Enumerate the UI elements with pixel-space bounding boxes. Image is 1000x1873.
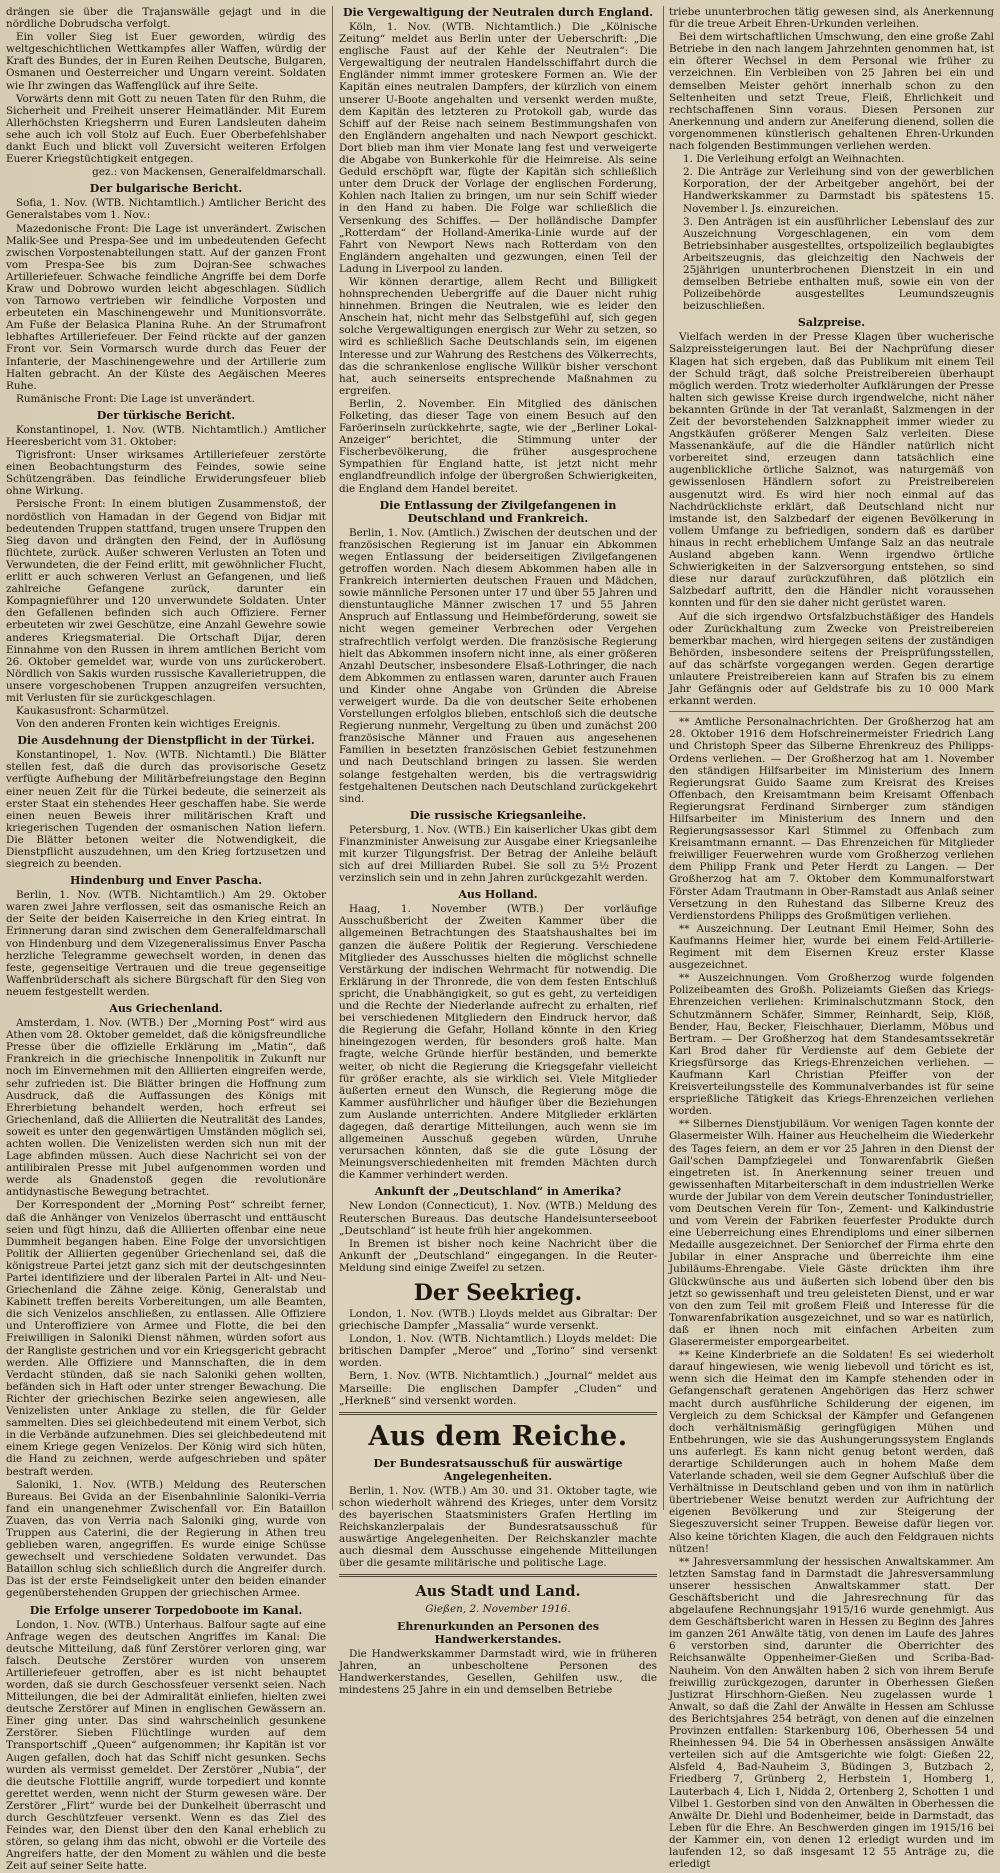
paragraph: Auf die sich irgendwo Ortsfalzbuchstäßiger des Handels oder Zurückhaltung zum Zwecke von Preistreibereien bemerkbar machen, wird hiergegen seitens der zuständigen Behörden, insbesondere seitens der Preisprüfungsstellen, auf das schärfste vorgegangen werden. Gegen derartige unlautere Preistreibereien kann auf Strafen bis zu einem Jahr Gefängnis oder auf Geldstrafe bis zu 10 000 Mark erkannt werden. xyxy=(669,610,994,708)
paragraph: New London (Connecticut), 1. Nov. (WTB.) Meldung des Reuterschen Bureaus. Das deutsche Handelsunterseeboot „Deutschland“ ist heute früh hier angekommen. xyxy=(339,1200,657,1237)
headline: Die Entlassung der Zivilgefangenen in Deutschland und Frankreich. xyxy=(379,498,617,525)
paragraph: Der Korrespondent der „Morning Post“ schreibt ferner, daß die Anhänger von Venizelos überrascht und enttäuscht seien und fügt hinzu, daß die Alliierten offenbar eine neue Dummheit begangen haben. Eine Folge der unvorsichtigen Politik der Alliierten gegenüber Griechenland sei, daß die königstreue Partei jetzt ganz sich mit der deutschgesinnten Partei identifiziere und der liberalen Partei in Alt- und Neu-Griechenland die Zähne zeige. König, Generalstab und Kabinett treffen bereits Vorbereitungen, um alle Beamten, die sich Venizelos anschließen, zu entlassen. Alle Offiziere und Unteroffiziere von Armee und Flotte, die bei den Freiwilligen in Saloniki Dienst nähmen, würden sofort aus der Rangliste gestrichen und vor ein Kriegsgericht gebracht werden. Alle Offiziere und Mannschaften, die in dem Verdacht stünden, daß sie nach Saloniki gehen wollten, befänden sich in Haft oder unter strenger Bewachung. Die Richter der griechischen Bezirke seien angewiesen, alle Venizelisten unter Anklage zu stellen, die für Gelder sammelten. Dies sei gleichbedeutend mit einem Verbot, sich in die Verbände aufzunehmen. Dies sei gleichbedeutend mit einem Kriege gegen Venizelos. Der König wird sich hüten, die Hand zu zeichnen, werde aufgeschrieben und später bestraft werden. xyxy=(6,1199,326,1478)
paragraph: ** Silbernes Dienstjubiläum. Vor wenigen Tagen konnte der Glasermeister Wilh. Hainer aus Heuchelheim die Wiederkehr des Tages feiern, an dem er vor 25 Jahren in den Dienst der Gail'schen Dampfziegelei und Tonwarenfabrik Gießen eingetreten ist. In Anerkennung seiner treuen und gewissenhaften Mitarbeiterschaft in dem industriellen Werke wurde der Jubilar von dem Verein deutscher Tonindustrieller, vom Deutschen Verein für Ton-, Zement- und Kalkindustrie und vom Verein der Fabriken feuerfester Produkte durch eine Ueberreichung eines Ehrendiploms und einer silbernen Medaille ausgezeichnet. Der Seniorchef der Firma ehrte den Jubilar in einer Ansprache und überreichte ihm eine Jubiläums-Ehrengabe. Viele Gäste drückten ihm ihre Glückwünsche aus und äußerten sich lobend über den bis jetzt so gewissenhaft und treu geleisteten Dienst, und er war von den zum Teil mit großem Fleiß und Interesse für die Tonwarenfabrikation ausgezeichnet, und so war es natürlich, daß er ihnen noch mit einfachen Arbeiten zum Glaserermeister emporgearbeitet. xyxy=(669,1118,994,1349)
paragraph: ** Auszeichnung. Der Leutnant Emil Heimer, Sohn des Kaufmanns Heimer hier, wurde bei einem Feld-Artillerie-Regiment mit dem Eisernen Kreuz erster Klasse ausgezeichnet. xyxy=(669,922,994,972)
headline: Aus Griechenland. xyxy=(109,1002,223,1016)
headline: Hindenburg und Enver Pascha. xyxy=(69,874,263,888)
paragraph: Rumänische Front: Die Lage ist unverändert. xyxy=(16,392,255,405)
paragraph: Berlin, 1. Nov. (WTB. Nichtamtlich.) Am 29. Oktober waren zwei Jahre verflossen, seit das osmanische Reich an der Seite der beiden Kaiserreiche in den Krieg eintrat. In Erinnerung daran sind zwischen dem Generalfeldmarschall von Hindenburg und dem Vizegeneralissimus Enver Pascha herzliche Telegramme gewechselt worden, in denen das feste, gegenseitige Vertrauen und die treue gegenseitige Waffenbrüderschaft als sichere Bürgschaft für den Sieg von neuem festgestellt werden. xyxy=(6,889,326,998)
paragraph: Petersburg, 1. Nov. (WTB.) Ein kaiserlicher Ukas gibt dem Finanzminister Anweisung zur Ausgabe einer Kriegsanleihe mit kurzer Tilgungsfrist. Der Betrag der Anleihe beläuft sich auf drei Milliarden Rubel. Sie soll zu 5½ Prozent verzinslich sein und in zehn Jahren zurückgezahlt werden. xyxy=(339,823,658,885)
paragraph: Haag, 1. November (WTB.) Der vorläufige Ausschußbericht der Zweiten Kammer über die allgemeinen Betrachtungen des Staatshaushaltes bei im ganzen die äußere Politik der Regierung. Verschiedene Mitglieder des Ausschusses hielten die möglichst schnelle Verstärkung der indischen Wehrmacht für notwendig. Die Erklärung in der Thronrede, die von dem festen Entschluß spricht, die Unabhängigkeit, so gut es geht, zu verteidigen und die Rechte der Niederlande aufrecht zu erhalten, rief bei verschiedenen Mitgliedern den Eindruck hervor, daß die Regierung die Gefahr, Holland könnte in den Krieg hineingezogen werden, für besonders groß halte. Man fragte, welche Gründe hierfür beständen, und bemerkte weiter, ob nicht die Regierung die Kriegsgefahr vielleicht für größer erachte, als sie wirklich sei. Viele Mitglieder äußerten erneut den Wunsch, die Regierung möge die Kammer ausführlicher und häufiger über die Beziehungen zum Auslande unterrichten. Andere Mitglieder erklärten dagegen, daß derartige Mitteilungen, auch wenn sie im allgemeinen Ausschuß gegeben würden, Unruhe verursachen könnten, daß sie die gute Lösung der Meinungsverschiedenheiten mit fremden Mächten durch die Kammer verhindert werden. xyxy=(339,903,657,1182)
paragraph: Konstantinopel, 1. Nov. (WTB. Nichtamtlich.) Amtlicher Heeresbericht vom 31. Oktober: xyxy=(6,423,326,448)
paragraph: ** Jahresversammlung der hessischen Anwaltskammer. Am letzten Samstag fand in Darmstadt die Jahresversammlung unserer hessischen Anwaltskammer statt. Der Geschäftsbericht und die Jahresrechnung für das abgelaufene Rechnungsjahr 1915/16 wurde genehmigt. Aus dem Geschäftsbericht waren in Hessen zu Beginn des Jahres im ganzen 261 Anwälte tätig, von denen im Laufe des Jahres 6 verstorben sind, darunter die Oberrichter des Reichsanwälte Oppenheimer-Gießen und Scriba-Bad-Nauheim. Von den Anwälten haben 2 sich von ihrem Berufe freiwillig zurückgezogen, darunter in Oberhessen Gießen Justizrat Hirschhorn-Gießen. Neu zugelassen wurde 1 Anwalt, so daß die Zahl der Anwälte in Hessen am Schlusse des Berichtsjahres 254 beträgt, von denen auf die einzelnen Provinzen entfallen: Starkenburg 106, Oberhessen 54 und Rheinhessen 94. Die 54 in Oberhessen ansässigen Anwälte verteilen sich auf die Amtsgerichte wie folgt: Gießen 22, Alsfeld 4, Bad-Nauheim 3, Büdingen 3, Butzbach 2, Friedberg 7, Grünberg 2, Herbstein 1, Homberg 1, Lauterbach 4, Lich 1, Nidda 2, Ortenberg 2, Schotten 1 und Vilbel 1. Gestorben sind von den Anwälten in Oberhessen die Anwälte Dr. Diehl und Bodenheimer, beide in Darmstadt, das Leben für die Ehre. An Beschwerden gingen im 1915/16 bei der Kammer ein, von denen 12 erledigt wurden und im laufenden 12, so daß insgesamt 12 55 Anträge zu, die erledigt xyxy=(669,1555,994,1871)
section-heading: Aus dem Reiche. xyxy=(368,1420,628,1452)
column-2 xyxy=(339,6,658,1696)
paragraph: Berlin, 2. November. Ein Mitglied des dänischen Folketing, das dieser Tage von einem Besuch auf den Faröerinseln zurückkehrte, sagte, wie der „Berliner Lokal-Anzeiger“ berichtet, die Stimmung unter der Fischerbevölkerung, die früher ausgesprochene Sympathien für England hatte, ist jetzt nicht mehr englandfreundlich infolge der übergroßen Schwierigkeiten, die England dem Handel bereitet. xyxy=(339,397,657,495)
headline: Ehrenurkunden an Personen des Handwerkerstandes. xyxy=(396,1619,600,1646)
headline: Der türkische Bericht. xyxy=(96,408,236,422)
paragraph: triebe ununterbrochen tätig gewesen sind, als Anerkennung für die treue Arbeit Ehren-Urkunden verleihen. xyxy=(669,6,994,31)
headline: Aus Holland. xyxy=(458,888,538,902)
paragraph: Kaukasusfront: Scharmützel. xyxy=(16,705,169,718)
paragraph: drängen sie über die Trajanswälle gejagt und in die nördliche Dobrudscha verfolgt. xyxy=(6,6,326,31)
headline: Salzpreise. xyxy=(797,316,866,330)
headline: Die russische Kriegsanleihe. xyxy=(409,808,587,822)
paragraph: Mazedonische Front: Die Lage ist unverändert. Zwischen Malik-See und Prespa-See und im unbedeutenden Gefecht zwischen Vorpostenabteilungen statt. Auf der ganzen Front vom Prespa-See bis zum Dojran-See schwaches Artilleriefeuer. Schwache feindliche Angriffe bei dem Dorfe Kraw und Dobrowo wurden leicht abgeschlagen. Südlich von Tarnowo vertrieben wir feindliche Vorposten und erbeuteten ein Maschinengewehr und Munitionsvorräte. Am Fuße der Belasica Planina Ruhe. An der Strumafront lebhaftes Artilleriefeuer. Der Feind rückte auf der ganzen Front vor. Sein Vormarsch wurde durch das Feuer der Infanterie, der Maschinengewehre und der Artillerie zum Halten gebracht. An der Küste des Aegäischen Meeres Ruhe. xyxy=(6,222,326,392)
headline: Die Erfolge unserer Torpedoboote im Kanal. xyxy=(29,1603,303,1617)
headline: Ankunft der „Deutschland“ in Amerika? xyxy=(374,1185,622,1199)
column-3 xyxy=(669,6,994,1871)
divider xyxy=(339,1412,657,1415)
paragraph: Persische Front: In einem blutigen Zusammenstoß, der nordöstlich von Hamadan in der Gegend von Bidjar mit bedeutenden Truppen stattfand, trugen unsere Truppen den Sieg davon und drängten den Feind, der in Auflösung flüchtete, zurück. Außer schweren Verlusten an Toten und Verwundeten, die der Feind erlitt, mit gewöhnlicher Flucht, erlitt er auch schweren Verlust an Gefangenen, und ließ zahlreiche Gefangene zurück, darunter ein Kompagnieführer und 120 unverwundete Soldaten. Unter den Gefallenen befinden sich auch Offiziere. Ferner erbeuteten wir zwei Geschütze, eine Anzahl Gewehre sowie anderes Kriegsmaterial. Die Ortschaft Dijar, deren Einnahme von den Russen in ihrem amtlichen Bericht vom 26. Oktober gemeldet war, wurde von uns zurückerobert. Nördlich von Sakis wurden russische Kavallerietruppen, die unsere vorgeschobenen Truppen anzugreifen versuchten, mit Verlusten für sie zurückgeschlagen. xyxy=(6,498,326,704)
paragraph: London, 1. Nov. (WTB.) Unterhaus. Balfour sagte auf eine Anfrage wegen des deutschen Angriffes im Kanal: Die deutsche Mitteilung, daß fünf Zerstörer verloren ging, war falsch. Deutsche Zerstörer wurden von unserem Artilleriefeuer getroffen, aber es ist nicht behauptet worden, daß sie durch Geschossfeuer versenkt seien. Nach Mitteilungen, die bei der Admiralität einliefen, hielten zwei deutsche Zerstörer auf Minen in englischen Gewässern an. Einer ging unter. Das sind wahrscheinlich gesunkene Zerstörer. Sieben Flüchtlinge wurden auf dem Transportschiff „Queen“ aufgenommen; ihr Kapitän ist vor Augen gefallen, doch hat das Schiff nicht gesunken. Sechs wurden als vermisst gemeldet. Der Zerstörer „Nubia“, der die deutsche Flottille angriff, wurde torpediert und konnte gerettet werden, wenn nicht der Sturm gewesen wäre. Der Zerstörer „Flirt“ wurde bei der Dunkelheit überrascht und durch Geschützfeuer versenkt. Wenn es das Ziel des Feindes war, den Dienst über den den Kanal erheblich zu stören, so gelang ihm das nicht, obwohl er die Vorteile des Angreifers hatte, der den Moment zu wählen und die beste Zeit auf seiner Seite hatte. xyxy=(6,1618,326,1873)
paragraph: Vielfach werden in der Presse Klagen über wucherische Salzpreissteigerungen laut. Bei der Nachprüfung dieser Klagen hat sich ergeben, daß das Publikum mit einem Teil der Schuld trägt, daß solche Preistreibereien überhaupt möglich werden. Trotz wiederholter Aufklärungen der Presse halten sich gewisse Kreise durch irgendwelche, nicht näher bekannten Gründe in der Tat veranlaßt, Salzmengen in der Zeit der bevorstehenden Salzknappheit immer wieder zu Angstkäufen größerer Mengen Salz verleiten. Diese Massenankäufe, auf die die Händler natürlich nicht vorbereitet sind, erzeugen dann tatsächlich eine augenblickliche örtliche Salznot, was naturgemäß von gewissenlosen Händlern sofort zu Preistreibereien ausgenutzt wird. Es wird hier noch einmal auf das Nachdrücklichste erklärt, daß Deutschland nicht nur imstande ist, den Salzbedarf der eigenen Bevölkerung in vollem Umfange zu befriedigen, sondern daß es darüber hinaus in recht erheblichem Umfange Salz an das neutrale Ausland abgeben kann. Wenn irgendwo örtliche Schwierigkeiten in der Salzversorgung entstehen, so sind diese nur darauf zurückzuführen, daß plötzlich ein Salzbedarf auftritt, den die Händler nicht voraussehen konnten und für den sie daher nicht gerüstet waren. xyxy=(669,331,994,610)
list-item: 3. Den Anträgen ist ein ausführlicher Lebenslauf des zur Auszeichnung Vorgeschlagenen, ein vom dem Betriebsinhaber ausgestelltes, ortspolizeilich beglaubigtes Arbeitszeugnis, das gleichzeitig den Nachweis der 25jährigen ununterbrochenen Dienstzeit in ein und demselben Betriebe enthalten muß, sowie ein von der Polizeibehörde ausgestelltes Leumundszeugnis beizuschließen. xyxy=(683,215,994,313)
headline: Die Vergewaltigung der Neutralen durch England. xyxy=(342,6,654,19)
divider xyxy=(669,711,994,712)
headline: Der bulgarische Bericht. xyxy=(89,182,243,196)
paragraph: London, 1. Nov. (WTB. Nichtamtlich.) Lloyds meldet: Die britischen Dampfer „Meroe“ und „Torino“ sind versenkt worden. xyxy=(339,1333,657,1370)
paragraph: Bern, 1. Nov. (WTB. Nichtamtlich.) „Journal“ meldet aus Marseille: Die englischen Dampfer „Cluden“ und „Herkneß“ sind versenkt worden. xyxy=(339,1370,657,1407)
column-divider xyxy=(332,6,333,1510)
divider xyxy=(339,1574,657,1577)
paragraph: Berlin, 1. Nov. (Amtlich.) Zwischen der deutschen und der französischen Regierung ist im Januar ein Abkommen wegen Entlassung der beiderseitigen Zivilgefangenen getroffen worden. Nach diesem Abkommen haben alle in Frankreich internierten deutschen Frauen und Mädchen, sowie männliche Personen unter 17 und über 55 Jahren und dienstuntaugliche Männer zwischen 17 und 55 Jahren Anspruch auf Entlassung und Heimbeförderung, soweit sie nicht wegen gemeiner Verbrechen oder Vergehen strafrechtlich verfolgt werden. Die französische Regierung hielt das Abkommen insofern nicht inne, als einer größeren Anzahl Deutscher, insbesondere Elsaß-Lothringer, die nach dem Abkommen zu entlassen waren, darunter auch Frauen und Kinder ohne Angabe von Gründen die Abreise verweigert wurde. Da die von deutscher Seite erhobenen Vorstellungen erfolglos blieben, entschloß sich die deutsche Regierung nunmehr, Vergeltung zu üben und zunächst 200 französische Männer und Frauen aus angesehenen Familien in besetzten französischen Gebiet festzunehmen und nach Deutschland bringen zu lassen. Sie werden solange festgehalten werden, bis die vertragswidrig festgehaltenen Deutschen nach Deutschland zurückgekehrt sind. xyxy=(339,526,657,805)
paragraph: Konstantinopel, 1. Nov. (WTB. Nichtamtl.) Die Blätter stellen fest, daß die durch das provisorische Gesetz verfügte Aufhebung der Militärbefreiungstage den Beginn einer neuen Zeit für die Türkei bedeute, die seinerzeit als erster Staat ein stehendes Heer geschaffen habe. Sie werde einen neuen Beweis ihrer militärischen Kraft und kriegerischen Tugenden der osmanischen Nation liefern. Die Blätter betonen weiter die Notwendigkeit, die Dienstpflicht auszudehnen, um den Krieg fortzusetzen und siegreich zu beenden. xyxy=(6,749,326,871)
paragraph: Berlin, 1. Nov. (WTB.) Am 30. und 31. Oktober tagte, wie schon wiederholt während des Krieges, unter dem Vorsitz des bayerischen Staatsministers Grafen Hertling im Reichskanzlerpalais der Bundesratsausschuß für auswärtige Angelegenheiten. Der Reichskanzler machte auch diesmal dem Ausschusse eingehende Mitteilungen über die gesamte militärische und politische Lage. xyxy=(339,1484,657,1570)
paragraph: In Bremen ist bisher noch keine Nachricht über die Ankunft der „Deutschland“ eingegangen. In die Reuter-Meldung sind einige Zweifel zu setzen. xyxy=(339,1237,657,1274)
paragraph: Amsterdam, 1. Nov. (WTB.) Der „Morning Post“ wird aus Athen vom 28. Oktober gemeldet, daß die königsfreundliche Presse über die offizielle Erklärung im „Matin“, daß Frankreich in die griechische Innenpolitik in Zukunft nur noch im Einvernehmen mit den Alliierten eingreifen werde, sehr zufrieden ist. Die Blätter bringen die Hoffnung zum Ausdruck, daß die Auffassungen des Königs mit Ehrerbietung behandelt werden, hoch erfreut sei Griechenland, daß die Alliierten die Neutralität des Landes, soweit es unter den gegenwärtigen Umständen möglich sei, achten wollen. Die Venizelisten werden sich nun mit der Lage abfinden müssen. Auch diese Nachricht sei von der antilibiralen Presse mit Jubel aufgenommen worden und werde als Gnadenstoß gegen die revolutionäre antidynastische Bewegung betrachtet. xyxy=(6,1017,326,1199)
column-1 xyxy=(6,6,326,1873)
paragraph: Köln, 1. Nov. (WTB. Nichtamtlich.) Die „Kölnische Zeitung“ meldet aus Berlin unter der Ueberschrift: „Die englische Faust auf der Kehle der Neutralen“: Die Vergewaltigung der neutralen Handelsschiffahrt durch die Engländer nimmt immer groteskere Formen an. Wie der Kapitän eines neutralen Dampfers, der kürzlich von einem unserer U-Boote angehalten und versenkt werden mußte, dem Kapitän des letzteren zu Protokoll gab, wurde das Schiff auf der Reise nach seinem Bestimmungshafen von den Engländern angehalten und nach Newport geschickt. Dort blieb man ihm vier Monate lang fest und verweigerte die Abgabe von Bunkerkohle für die Heimreise. Als seine Geduld erschöpft war, fügte der Kapitän sich schließlich unter dem Druck der Vorlage der englischen Forderung, Kohlen nach Italien zu bringen, um nur sein Schiff wieder in den Hand zu haben. Die Folge war schließlich die Versenkung des Schiffes. — Der holländische Dampfer „Rotterdam“ der Holland-Amerika-Linie wurde auf der Fahrt von Newport News nach Rotterdam von den Engländern angehalten und gezwungen, einen Teil der Ladung in Liverpool zu landen. xyxy=(339,21,657,275)
dateline: Gießen, 2. November 1916. xyxy=(425,1603,571,1616)
section-heading: Aus Stadt und Land. xyxy=(415,1583,581,1601)
paragraph: Vorwärts denn mit Gott zu neuen Taten für den Ruhm, die Sicherheit und Freiheit unserer Heimatländer. Mit Eurem Allerhöchsten Kriegsherrn und Euren Landsleuten daheim sehe auch ich voll Stolz auf Euch. Euer Oberbefehlshaber dankt Euch und blickt voll Zuversicht weiteren Erfolgen Euerer Kriegstüchtigkeit entgegen. xyxy=(6,92,326,166)
section-heading: Der Seekrieg. xyxy=(413,1280,583,1306)
paragraph: ** Amtliche Personalnachrichten. Der Großherzog hat am 28. Oktober 1916 dem Hofschreinermeister Friedrich Lang und Christoph Speer das Silberne Ehrenkreuz des Philipps-Ordens verliehen. — Der Großherzog hat am 1. November den ständigen Hilfsarbeiter im Ministerium des Innern Regierungsrat Guido Saame zum Kreisrat des Kreises Offenbach, den Kreisamtmann beim Kreisamt Offenbach Regierungsrat Ferdinand Sirnberger zum ständigen Hilfsarbeiter im Ministerium des Innern und den Regierungsassessor Karl Stimmel zu Offenbach zum Kreisamtmann ernannt. — Das Ehrenzeichen für Mitglieder freiwilliger Feuerwehren wurde vom Großherzog verliehen dem Philipp Frank und Peter Herdt zu Langen. — Der Großherzog hat am 7. Oktober dem Kommunalforstwart Förster Adam Trautmann in Ober-Ramstadt aus Anlaß seiner Versetzung in den Ruhestand das Silberne Kreuz des Verdienstordens Philipps des Großmütigen verliehen. xyxy=(669,716,994,922)
paragraph: ** Keine Kinderbriefe an die Soldaten! Es sei wiederholt darauf hingewiesen, wie wenig liebevoll und töricht es ist, wenn sich die Heimat den im Kampfe stehenden oder in Gefangenschaft geratenen Angehörigen das Herz schwer macht durch ausführliche Schilderung der eigenen, im Vergleich zu dem Schicksal der Kämpfer und Gefangenen doch verhältnismäßig geringfügigen Mühen und Entbehrungen, wie sie das Aushungerungssystem Englands uns auferlegt. Es kann nicht genug betont werden, daß derartige Schilderungen auch in hohem Maße dem Vaterlande schaden, weil sie dem Gegner Aufschluß über die Verhältnisse in Deutschland geben und von ihm in natürlich übertriebener Weise benutzt werden zur Aufrichtung der eigenen Bevölkerung und zur Steigerung der Siegeszuversicht seiner Truppen. Beweise dafür liegen vor. Also keine törichten Klagen, die auch den Feldgrauen nichts nützen! xyxy=(669,1349,994,1555)
signature: gez.: von Mackensen, Generalfeldmarschall. xyxy=(92,166,326,179)
column-divider xyxy=(663,6,664,1510)
list-item: 2. Die Anträge zur Verleihung sind von der gewerblichen Korporation, der der Arbeitgeber angehört, bei der Handwerkskammer zu Darmstadt bis spätestens 15. November l. Js. einzureichen. xyxy=(683,166,994,215)
paragraph: Saloniki, 1. Nov. (WTB.) Meldung des Reuterschen Bureaus. Bei Gvida an der Eisenbahnlinie Saloniki–Verria fand ein unangenehmer Zwischenfall vor. Ein Bataillon Zuaven, das von Verria nach Saloniki ging, wurde von Truppen aus Caterini, die der Regierung in Athen treu geblieben waren, angegriffen. Es wurde einige Schüsse gewechselt und verschiedene Soldaten verwundet. Das Bataillon schlug sich schließlich durch die Angreifer durch. Das ist der erste Feindseligkeit unter den beiden einander gegenüberstehenden Gruppen der griechischen Armee. xyxy=(6,1478,326,1600)
paragraph: Sofia, 1. Nov. (WTB. Nichtamtlich.) Amtlicher Bericht des Generalstabes vom 1. Nov.: xyxy=(6,197,326,222)
rules-list xyxy=(669,153,994,312)
list-item: 1. Die Verleihung erfolgt an Weihnachten. xyxy=(683,153,905,166)
paragraph: Bei dem wirtschaftlichen Umschwung, den eine große Zahl Betriebe in den nach langem Jahrzehnten genommen hat, ist ein öfterer Wechsel in dem Personal wie früher zu verzeichnen. Ein Verbleiben von 25 Jahren bei ein und demselben Meister gehört innerhalb schon zu den Seltenheiten und setzt Treue, Fleiß, Ehrlichkeit und rechtschaffenen Sinn voraus. Diesen Personen zur Anerkennung und andern zur Aneiferung dienend, sollen die vorgenommenen künstlerisch gehaltenen Ehren-Urkunden nach folgenden Bestimmungen verliehen werden. xyxy=(669,31,994,153)
paragraph: London, 1. Nov. (WTB.) Lloyds meldet aus Gibraltar: Der griechische Dampfer „Massalia“ wurde versenkt. xyxy=(339,1308,657,1333)
paragraph: Von den anderen Fronten kein wichtiges Ereignis. xyxy=(16,718,281,731)
paragraph: Wir können derartige, allem Recht und Billigkeit hohnsprechenden Uebergriffe auf die Dauer nicht ruhig hinnehmen. Bringen die Neutralen, wie es leider den Anschein hat, nicht mehr das Selbstgefühl auf, sich gegen solche Vergewaltigungen energisch zur Wehr zu setzen, so wird es schließlich Sache Deutschlands sein, im eigenen Interesse und zur Wahrung des Restchens des Völkerrechts, das die schrankenlose englische Willkür bisher verschont hat, auch seinerseits entsprechende Maßnahmen zu ergreifen. xyxy=(339,275,657,397)
headline: Die Ausdehnung der Dienstpflicht in der Türkei. xyxy=(17,734,315,748)
paragraph: ** Auszeichnungen. Vom Großherzog wurde folgenden Polizeibeamten des Großh. Polizeiamts Gießen das Kriegs-Ehrenzeichen verliehen: Kriminalschutzmann Stock, den Schutzmännern Schäfer, Simmer, Reinhardt, Seip, Klöß, Bender, Hau, Becker, Fleischhauer, Dierlamm, Möbus und Bertram. — Der Großherzog hat dem Standesamtssekretär Karl Brod daher für Verdienste auf dem Gebiete der Kriegsfürsorge das Kriegs-Ehrenzeichen verliehen. — Kaufmann Karl Christian Pfeiffer von der Kreisverteilungsstelle des Kommunalverbandes ist für seine ersprießliche Tätigkeit das Kriegs-Ehrenzeichen verliehen worden. xyxy=(669,972,994,1118)
headline: Der Bundesratsausschuß für auswärtige Angelegenheiten. xyxy=(373,1456,623,1483)
paragraph: Die Handwerkskammer Darmstadt wird, wie in früheren Jahren, an unbescholtene Personen des Handwerkerstandes, Gesellen, Gehilfen usw., die mindestens 25 Jahre in ein und demselben Betriebe xyxy=(339,1647,657,1696)
paragraph: Ein voller Sieg ist Euer geworden, würdig des weltgeschichtlichen Wettkampfes aller Waffen, würdig der Kraft des Bundes, der in Euren Reihen Deutsche, Bulgaren, Osmanen und Oesterreicher und Ungarn vereint. Soldaten wie Ihr zwingen das Waffenglück auf ihre Seite. xyxy=(6,31,326,92)
paragraph: Tigrisfront: Unser wirksames Artilleriefeuer zerstörte einen Beobachtungsturm des Feindes, sowie seine Schützengräben. Das feindliche Erwiderungsfeuer blieb ohne Wirkung. xyxy=(6,449,326,498)
